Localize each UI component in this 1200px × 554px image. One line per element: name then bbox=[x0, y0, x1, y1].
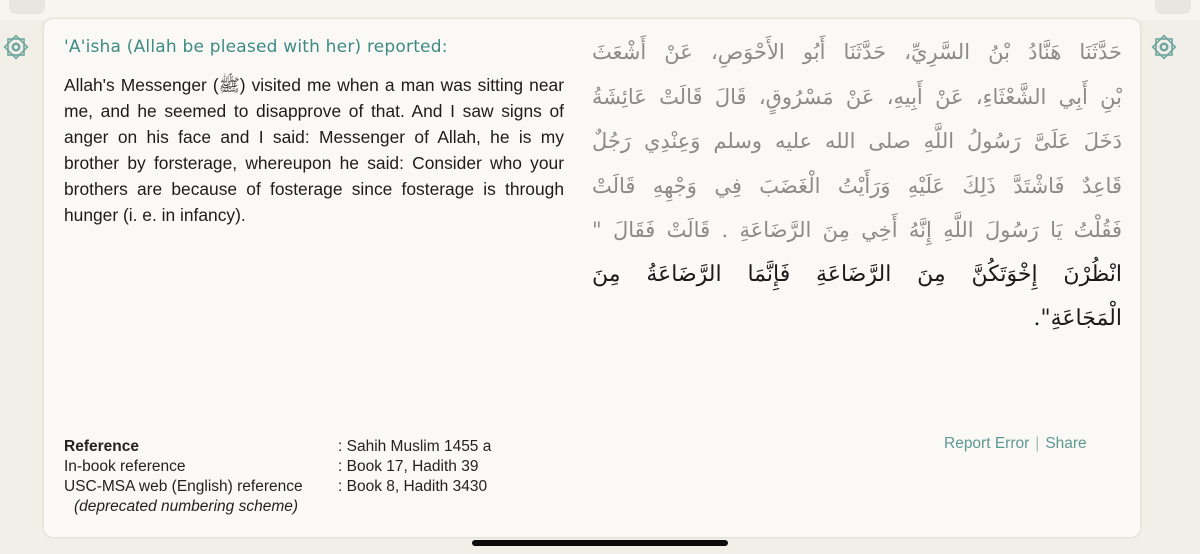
right-nav-handle[interactable] bbox=[1155, 0, 1191, 14]
share-link[interactable]: Share bbox=[1045, 435, 1087, 452]
top-bar bbox=[0, 0, 1200, 20]
reference-value: : Sahih Muslim 1455 a bbox=[338, 438, 492, 455]
left-nav-handle[interactable] bbox=[9, 0, 45, 14]
arabic-line: دَخَلَ عَلَىَّ رَسُولُ اللَّهِ صلى الله عليه وسلم وَعِنْدِي رَجُلٌ bbox=[592, 129, 1122, 153]
action-separator: | bbox=[1035, 435, 1040, 452]
arabic-line-prophet-saying: انْظُرْنَ إِخْوَتَكُنَّ مِنَ الرَّضَاعَةِ فَإِنَّمَا الرَّضَاعَةُ مِنَ bbox=[592, 261, 1122, 287]
card-actions bbox=[944, 435, 1087, 453]
arabic-line-prophet-saying: الْمَجَاعَةِ"‏.‏ bbox=[1033, 306, 1122, 331]
home-indicator[interactable] bbox=[472, 540, 728, 546]
deprecated-numbering-note: (deprecated numbering scheme) bbox=[74, 498, 299, 515]
arabic-line: بْنِ أَبِي الشَّعْثَاءِ، عَنْ أَبِيهِ، عَنْ مَسْرُوقٍ، قَالَ قَالَتْ عَائِشَةُ bbox=[592, 84, 1122, 109]
arabic-text bbox=[592, 30, 1122, 342]
report-error-link[interactable]: Report Error bbox=[944, 435, 1030, 452]
reference-label: Reference bbox=[64, 438, 139, 455]
arabic-line: حَدَّثَنَا هَنَّادُ بْنُ السَّرِيِّ، حَدَّثَنَا أَبُو الأَحْوَصِ، عَنْ أَشْعَثَ bbox=[592, 40, 1122, 64]
inbook-reference-label: In-book reference bbox=[64, 458, 186, 475]
islamic-star-ornament-icon bbox=[1149, 32, 1179, 62]
arabic-line: فَقُلْتُ يَا رَسُولَ اللَّهِ إِنَّهُ أَخِي مِنَ الرَّضَاعَةِ ‏.‏ قَالَتْ فَقَالَ ‏" bbox=[592, 218, 1122, 242]
english-translation: Allah's Messenger (ﷺ) visited me when a man was sitting near me, and he seemed to disapprove of that. And I saw signs of anger on his face and I said: Messenger of Allah, he is my brother by forsterage, whereupon he said: Consider who your brothers are because of fosterage since fosterage is through hunger (i. e. in infancy). bbox=[64, 75, 564, 225]
islamic-star-ornament-icon bbox=[1, 32, 31, 62]
narrator-line: 'A'isha (Allah be pleased with her) reported: bbox=[64, 37, 448, 57]
inbook-reference-value: : Book 17, Hadith 39 bbox=[338, 458, 479, 475]
uscmsa-reference-value: : Book 8, Hadith 3430 bbox=[338, 478, 488, 495]
uscmsa-reference-label: USC-MSA web (English) reference bbox=[64, 478, 303, 495]
arabic-line: قَاعِدٌ فَاشْتَدَّ ذَلِكَ عَلَيْهِ وَرَأَيْتُ الْغَضَبَ فِي وَجْهِهِ قَالَتْ bbox=[592, 173, 1122, 198]
